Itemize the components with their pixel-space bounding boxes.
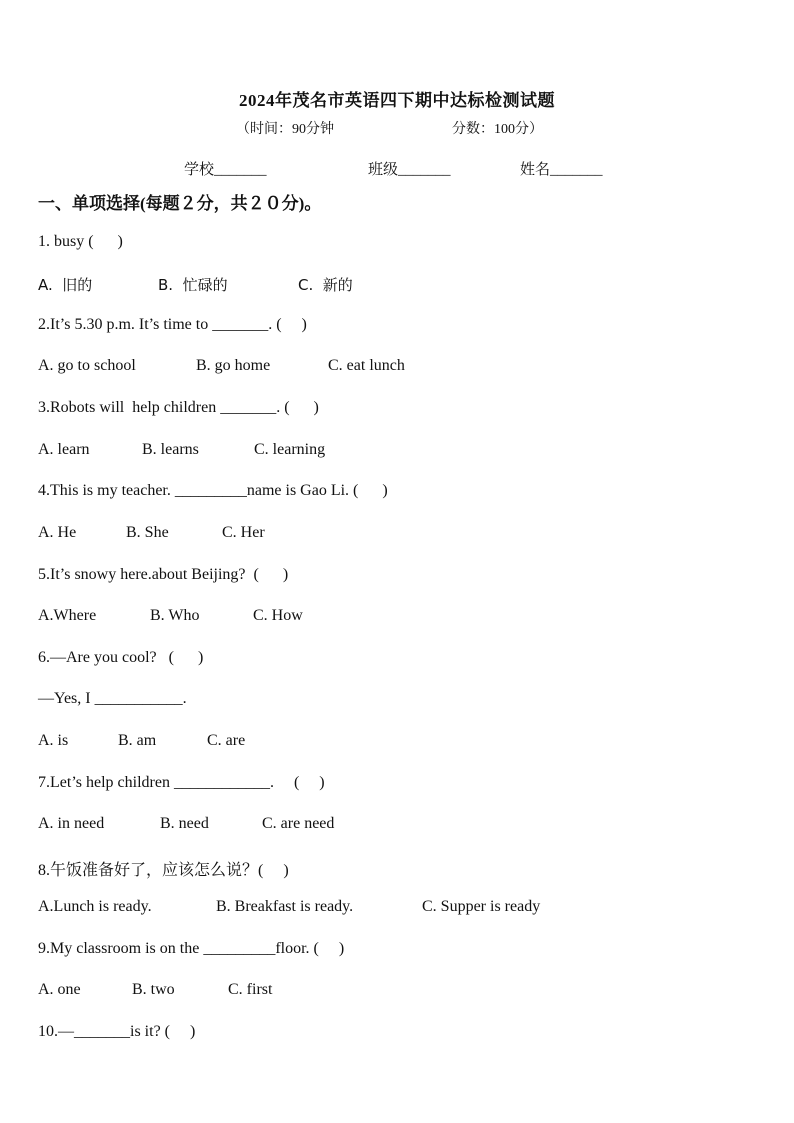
question-7-stem: 7.Let’s help children ____________. ( ): [38, 774, 325, 791]
question-8-option-a: A.Lunch is ready.: [38, 898, 152, 915]
school-field: 学校_______: [184, 162, 267, 178]
question-10-stem: 10.—_______is it? ( ): [38, 1023, 196, 1040]
question-3-option-c: C. learning: [254, 441, 326, 458]
question-3-option-b: B. learns: [142, 441, 199, 458]
class-field: 班级_______: [368, 162, 451, 178]
question-3-option-a: A. learn: [38, 441, 90, 458]
time-info: （时间：90分钟: [236, 122, 334, 137]
question-6-option-b: B. am: [118, 732, 157, 749]
question-5-option-b: B. Who: [150, 607, 200, 624]
question-4-option-c: C. Her: [222, 524, 265, 541]
question-4-option-a: A. He: [38, 524, 77, 541]
question-9-option-c: C. first: [228, 981, 273, 998]
question-1-option-c: C. 新的: [298, 276, 353, 294]
question-8-option-c: C. Supper is ready: [422, 898, 541, 915]
question-6-option-a: A. is: [38, 732, 69, 749]
question-7-option-c: C. are need: [262, 815, 335, 832]
question-2-option-a: A. go to school: [38, 357, 136, 374]
question-1-stem: 1. busy ( ): [38, 233, 123, 250]
question-1-option-a: A. 旧的: [38, 276, 93, 294]
question-4-stem: 4.This is my teacher. _________name is Gao Li. ( ): [38, 482, 388, 499]
question-5-option-c: C. How: [253, 607, 303, 624]
exam-title: 2024年茂名市英语四下期中达标检测试题: [239, 91, 555, 110]
question-8-option-b: B. Breakfast is ready.: [216, 898, 354, 915]
question-6-stem: 6.—Are you cool? ( ): [38, 649, 204, 666]
section-heading: 一、单项选择(每题２分，共２０分)。: [38, 194, 322, 213]
question-9-option-b: B. two: [132, 981, 175, 998]
question-5-option-a: A.Where: [38, 607, 97, 624]
question-9-stem: 9.My classroom is on the _________floor. ( ): [38, 940, 345, 957]
question-5-stem: 5.It’s snowy here.about Beijing? ( ): [38, 566, 289, 583]
question-1-option-b: B. 忙碌的: [158, 276, 228, 294]
question-7-option-a: A. in need: [38, 815, 105, 832]
question-7-option-b: B. need: [160, 815, 209, 832]
question-6-sub: —Yes, I ___________.: [38, 690, 187, 707]
question-2-option-b: B. go home: [196, 357, 271, 374]
question-2-option-c: C. eat lunch: [328, 357, 405, 374]
name-field: 姓名_______: [520, 162, 603, 178]
question-9-option-a: A. one: [38, 981, 81, 998]
score-info: 分数：100分）: [452, 122, 543, 137]
question-6-option-c: C. are: [207, 732, 246, 749]
question-3-stem: 3.Robots will help children _______. ( ): [38, 399, 319, 416]
question-2-stem: 2.It’s 5.30 p.m. It’s time to _______. ( ): [38, 316, 307, 333]
question-4-option-b: B. She: [126, 524, 169, 541]
question-8-stem: 8.午饭准备好了，应该怎么说？( ): [38, 862, 289, 879]
